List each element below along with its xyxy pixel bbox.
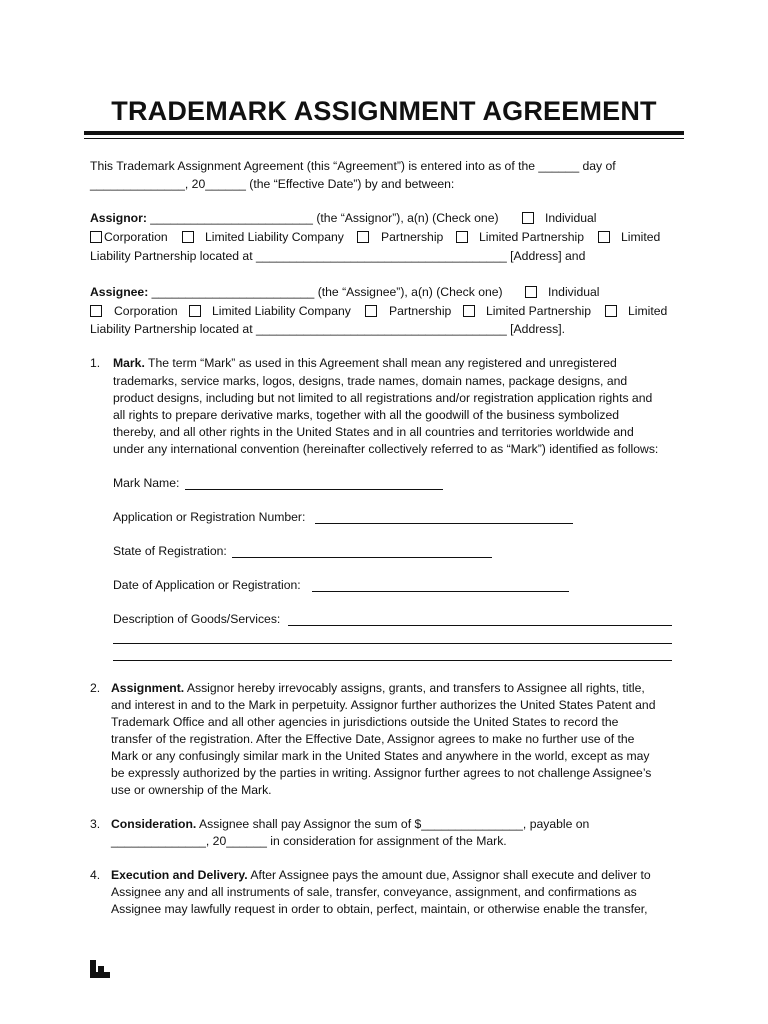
section-2-line-1 bbox=[111, 680, 645, 696]
document-title: TRADEMARK ASSIGNMENT AGREEMENT bbox=[111, 96, 657, 126]
assignee-llp-label: Limited bbox=[628, 304, 668, 318]
assignee-individual-checkbox[interactable] bbox=[525, 286, 537, 298]
assignor-label: Assignor: bbox=[90, 211, 147, 225]
assignor-partnership-checkbox[interactable] bbox=[357, 231, 369, 243]
description-field-1[interactable] bbox=[288, 625, 672, 626]
section-2-line-5: Mark or any confusingly similar mark in the United States and anywhere in the world, except as may bbox=[111, 749, 650, 763]
assignee-corporation-label: Corporation bbox=[114, 304, 178, 318]
assignor-llc-label: Limited Liability Company bbox=[205, 230, 344, 244]
title-rule-thin bbox=[84, 138, 684, 139]
description-field-2[interactable] bbox=[113, 643, 672, 644]
assignee-llc-checkbox[interactable] bbox=[189, 305, 201, 317]
assignee-lp-checkbox[interactable] bbox=[463, 305, 475, 317]
section-4-text-1: After Assignee pays the amount due, Assignor shall execute and deliver to bbox=[250, 868, 651, 882]
assignor-address-line: Liability Partnership located at _____________________________________ [Address] and bbox=[90, 249, 586, 263]
description-field-3[interactable] bbox=[113, 660, 672, 661]
brand-logo-icon bbox=[90, 960, 110, 978]
assignor-partnership-label: Partnership bbox=[381, 230, 444, 244]
assignor-llp-label: Limited bbox=[621, 230, 661, 244]
title-rule-thick bbox=[84, 131, 684, 135]
assignor-corporation-label: Corporation bbox=[104, 230, 168, 244]
section-1-line-1 bbox=[113, 355, 617, 371]
section-2-line-2: and interest in and to the Mark in perpetuity. Assignor further authorizes the United States Patent and bbox=[111, 698, 656, 712]
section-4-line-1 bbox=[111, 867, 651, 883]
intro-line-2: ______________, 20______ (the “Effective Date”) by and between: bbox=[90, 177, 455, 191]
description-label: Description of Goods/Services: bbox=[113, 612, 281, 626]
section-3-text-1: Assignee shall pay Assignor the sum of $_______________, payable on bbox=[199, 817, 590, 831]
assignor-line-1 bbox=[90, 210, 499, 226]
assignee-partnership-label: Partnership bbox=[389, 304, 452, 318]
application-date-field[interactable] bbox=[312, 591, 569, 592]
section-2-line-7: use or ownership of the Mark. bbox=[111, 783, 272, 797]
assignee-address-line: Liability Partnership located at _____________________________________ [Address]. bbox=[90, 322, 566, 336]
section-4-line-2: Assignee any and all instruments of sale, transfer, conveyance, assignment, and confirmations as bbox=[111, 885, 637, 899]
assignee-lp-label: Limited Partnership bbox=[486, 304, 591, 318]
section-1-line-5: thereby, and all other rights in the United States and in all countries and territories worldwide and bbox=[113, 425, 634, 439]
mark-name-label: Mark Name: bbox=[113, 476, 180, 490]
section-1-line-6: under any international convention (hereinafter collectively referred to as “Mark”) identified as follows: bbox=[113, 442, 659, 456]
assignee-individual-label: Individual bbox=[548, 285, 600, 299]
assignor-corporation-checkbox[interactable] bbox=[90, 231, 102, 243]
section-4-number: 4. bbox=[90, 868, 101, 882]
assignee-name-field: ________________________ (the “Assignee”), a(n) (Check one) bbox=[151, 285, 503, 299]
section-3-heading: Consideration. bbox=[111, 817, 197, 831]
section-2-text-1: Assignor hereby irrevocably assigns, grants, and transfers to Assignee all rights, title, bbox=[186, 681, 645, 695]
section-4-heading: Execution and Delivery. bbox=[111, 868, 248, 882]
assignee-llp-checkbox[interactable] bbox=[605, 305, 617, 317]
section-1-line-3: product designs, including but not limited to all registrations and/or registration application rights and bbox=[113, 391, 653, 405]
assignor-name-field: ________________________ (the “Assignor”), a(n) (Check one) bbox=[150, 211, 499, 225]
application-date-label: Date of Application or Registration: bbox=[113, 578, 301, 592]
section-2-heading: Assignment. bbox=[111, 681, 185, 695]
state-of-registration-field[interactable] bbox=[232, 557, 492, 558]
mark-name-field[interactable] bbox=[185, 489, 443, 490]
section-3-line-1 bbox=[111, 816, 589, 832]
assignor-lp-checkbox[interactable] bbox=[456, 231, 468, 243]
section-2-line-6: be expressly authorized by the parties in writing. Assignor further agrees to not challenge Assignee’s bbox=[111, 766, 652, 780]
intro-line-1: This Trademark Assignment Agreement (this “Agreement”) is entered into as of the ______ day of bbox=[90, 159, 616, 173]
assignor-individual-label: Individual bbox=[545, 211, 597, 225]
section-1-text-1: The term “Mark” as used in this Agreement shall mean any registered and unregistered bbox=[148, 356, 617, 370]
assignee-partnership-checkbox[interactable] bbox=[365, 305, 377, 317]
section-3-line-2: ______________, 20______ in consideration for assignment of the Mark. bbox=[111, 834, 507, 848]
assignor-llp-checkbox[interactable] bbox=[598, 231, 610, 243]
assignee-corporation-checkbox[interactable] bbox=[90, 305, 102, 317]
assignor-llc-checkbox[interactable] bbox=[182, 231, 194, 243]
assignor-individual-checkbox[interactable] bbox=[522, 212, 534, 224]
assignee-label: Assignee: bbox=[90, 285, 149, 299]
section-2-number: 2. bbox=[90, 681, 101, 695]
section-1-line-4: all rights to prepare derivative marks, together with all the goodwill of the business symbolized bbox=[113, 408, 620, 422]
section-3-number: 3. bbox=[90, 817, 101, 831]
application-number-field[interactable] bbox=[315, 523, 573, 524]
assignee-line-1 bbox=[90, 284, 503, 300]
section-1-heading: Mark. bbox=[113, 356, 145, 370]
section-2-line-4: transfer of the registration. After the Effective Date, Assignor agrees to make no further use of the bbox=[111, 732, 635, 746]
section-4-line-3: Assignee may lawfully request in order to obtain, perfect, maintain, or otherwise enable the transfer, bbox=[111, 902, 648, 916]
section-2-line-3: Trademark Office and all other agencies in jurisdictions outside the United States to record the bbox=[111, 715, 619, 729]
section-1-number: 1. bbox=[90, 356, 101, 370]
application-number-label: Application or Registration Number: bbox=[113, 510, 306, 524]
section-1-line-2: trademarks, service marks, logos, designs, trade names, domain names, package designs, and bbox=[113, 374, 628, 388]
state-of-registration-label: State of Registration: bbox=[113, 544, 227, 558]
assignor-lp-label: Limited Partnership bbox=[479, 230, 584, 244]
assignee-llc-label: Limited Liability Company bbox=[212, 304, 351, 318]
